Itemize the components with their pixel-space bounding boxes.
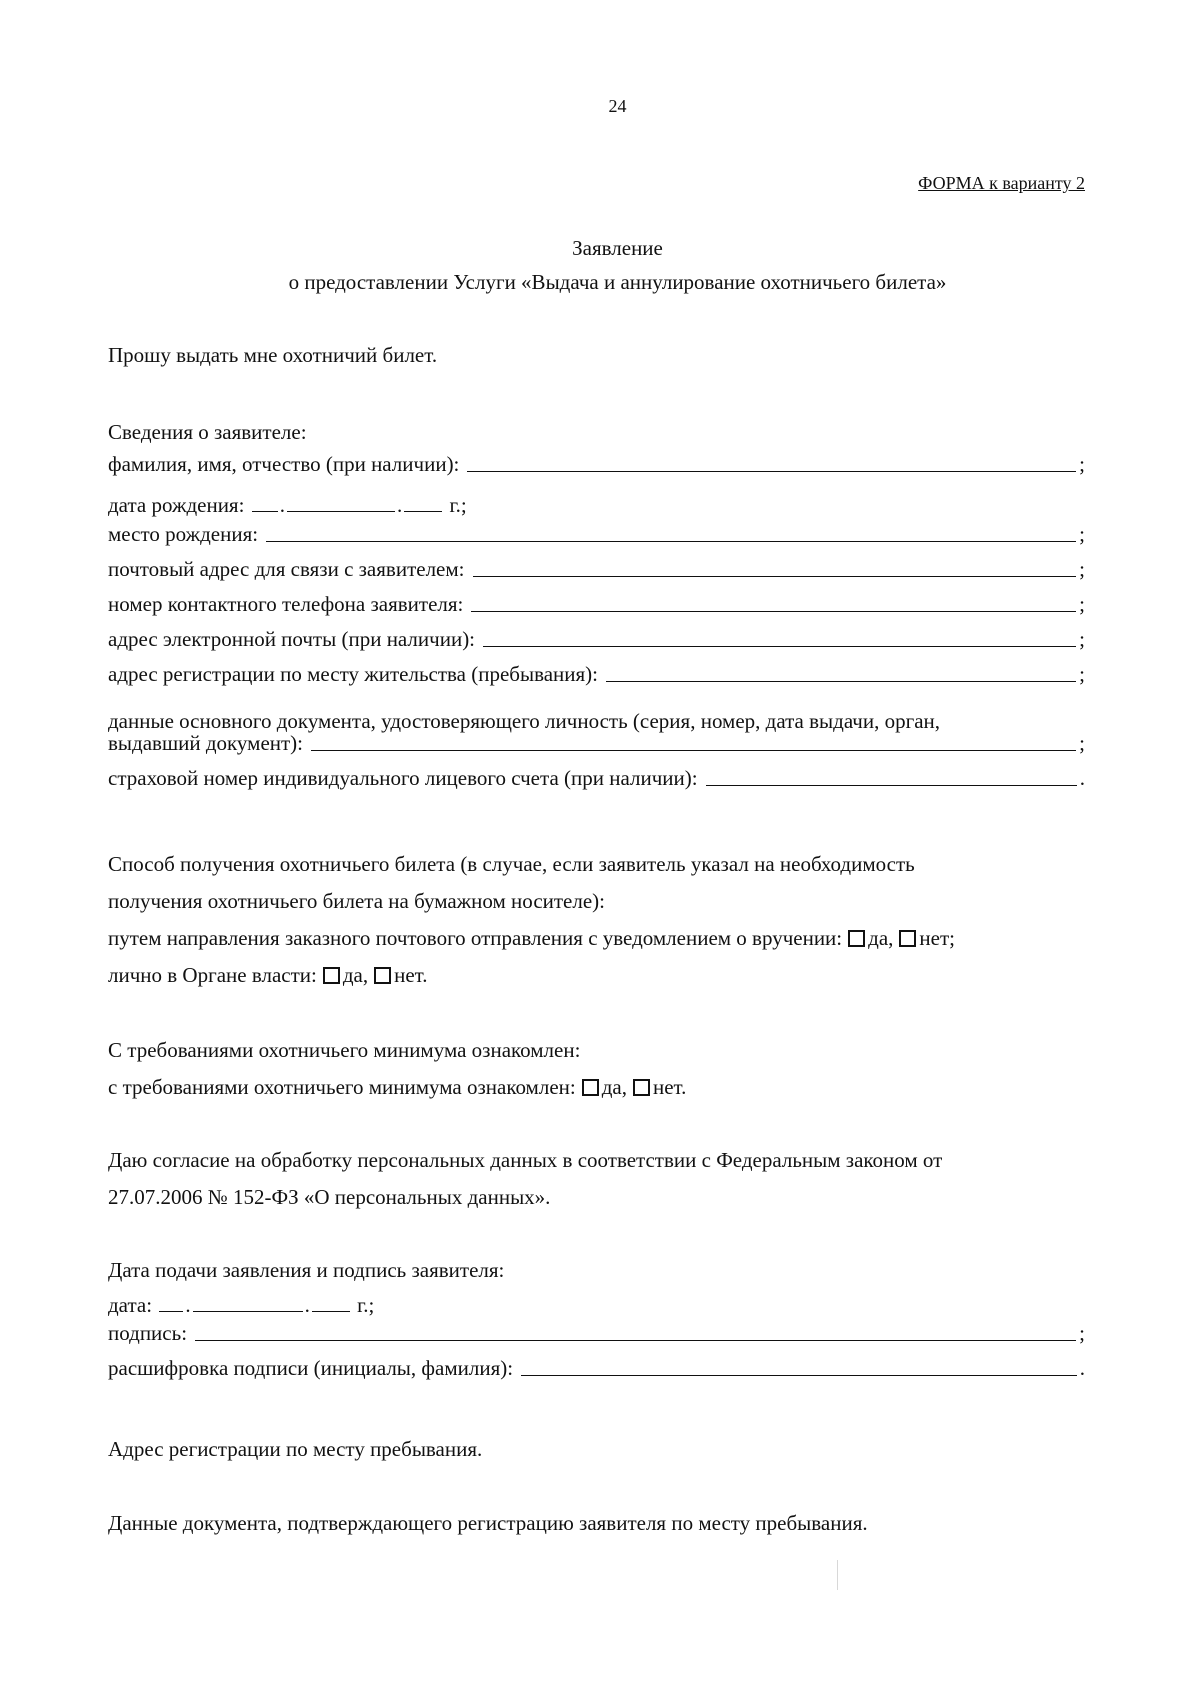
postal-address-field[interactable] [108, 548, 1085, 582]
phone-semicolon: ; [1079, 592, 1085, 616]
fio-input-line[interactable] [467, 470, 1076, 472]
registration-stay-address: Адрес регистрации по месту пребывания. [108, 1437, 483, 1461]
signature-label: подпись: [108, 1321, 188, 1345]
birth-day-input[interactable] [252, 510, 278, 512]
receipt-personal-row [108, 963, 428, 988]
signature-decoding-input-line[interactable] [521, 1374, 1077, 1376]
applicant-heading: Сведения о заявителе: [108, 420, 307, 444]
page-number: 24 [608, 96, 627, 116]
minimum-no-label: нет. [653, 1075, 687, 1099]
identity-doc-field[interactable] [108, 722, 1085, 756]
identity-doc-label-line1: данные основного документа, удостоверяющего личность (серия, номер, дата выдачи, орган, [108, 709, 941, 733]
receipt-personal-yes-checkbox[interactable] [323, 967, 340, 984]
registration-address-input-line[interactable] [606, 680, 1076, 682]
phone-field[interactable] [108, 583, 1085, 617]
snils-period: . [1079, 766, 1085, 790]
minimum-no-checkbox[interactable] [633, 1079, 650, 1096]
birth-place-label: место рождения: [108, 522, 259, 546]
signature-field[interactable] [108, 1312, 1085, 1346]
registration-stay-document: Данные документа, подтверждающего регистрацию заявителя по месту пребывания. [108, 1511, 868, 1535]
identity-doc-semicolon: ; [1079, 731, 1085, 755]
email-label: адрес электронной почты (при наличии): [108, 627, 476, 651]
fio-semicolon: ; [1079, 452, 1085, 476]
receipt-personal-yes-label: да, [342, 963, 369, 987]
phone-label: номер контактного телефона заявителя: [108, 592, 464, 616]
email-semicolon: ; [1079, 627, 1085, 651]
minimum-label: с требованиями охотничьего минимума ознакомлен: [108, 1075, 576, 1099]
identity-doc-label-line2: выдавший документ): [108, 731, 304, 755]
receipt-personal-label: лично в Органе власти: [108, 963, 317, 987]
signature-semicolon: ; [1079, 1321, 1085, 1345]
signature-decoding-period: . [1079, 1356, 1085, 1380]
postal-address-semicolon: ; [1079, 557, 1085, 581]
birth-date-field[interactable]: дата рождения: . . г.; [108, 493, 467, 517]
submission-heading: Дата подачи заявления и подпись заявителя: [108, 1258, 505, 1282]
minimum-heading: С требованиями охотничьего минимума ознакомлен: [108, 1038, 581, 1062]
request-text: Прошу выдать мне охотничий билет. [108, 343, 438, 367]
birth-year-input[interactable] [404, 510, 442, 512]
form-variant-label: ФОРМА к варианту 2 [918, 173, 1085, 193]
receipt-mail-no-label: нет; [919, 926, 955, 950]
birth-place-input-line[interactable] [266, 540, 1076, 542]
scan-artifact [837, 1560, 838, 1590]
signature-decoding-field[interactable] [108, 1347, 1085, 1381]
birth-place-semicolon: ; [1079, 522, 1085, 546]
birth-date-suffix: г.; [449, 493, 467, 517]
snils-field[interactable] [108, 757, 1085, 791]
registration-address-label: адрес регистрации по месту жительства (пребывания): [108, 662, 599, 686]
postal-address-input-line[interactable] [473, 575, 1077, 577]
receipt-personal-no-label: нет. [394, 963, 428, 987]
receipt-mail-yes-checkbox[interactable] [848, 930, 865, 947]
identity-doc-input-line[interactable] [311, 749, 1076, 751]
receipt-mail-row [108, 926, 955, 951]
phone-input-line[interactable] [471, 610, 1076, 612]
snils-label: страховой номер индивидуального лицевого счета (при наличии): [108, 766, 698, 790]
minimum-row [108, 1075, 686, 1100]
consent-line1: Даю согласие на обработку персональных данных в соответствии с Федеральным законом от [108, 1148, 943, 1172]
document-title: Заявление [572, 236, 663, 260]
birth-place-field[interactable] [108, 513, 1085, 547]
signature-input-line[interactable] [195, 1339, 1076, 1341]
postal-address-label: почтовый адрес для связи с заявителем: [108, 557, 465, 581]
receipt-method-line1: Способ получения охотничьего билета (в случае, если заявитель указал на необходимость [108, 852, 915, 876]
fio-field[interactable] [108, 443, 1085, 477]
snils-input-line[interactable] [706, 784, 1077, 786]
document-subtitle: о предоставлении Услуги «Выдача и аннулирование охотничьего билета» [288, 270, 947, 294]
email-input-line[interactable] [483, 645, 1076, 647]
registration-address-semicolon: ; [1079, 662, 1085, 686]
email-field[interactable] [108, 618, 1085, 652]
receipt-mail-no-checkbox[interactable] [899, 930, 916, 947]
birth-date-label: дата рождения: [108, 493, 245, 517]
birth-month-input[interactable] [287, 510, 395, 512]
submission-date-field[interactable]: дата: . . г.; [108, 1293, 375, 1317]
receipt-mail-label: путем направления заказного почтового отправления с уведомлением о вручении: [108, 926, 843, 950]
receipt-method-line2: получения охотничьего билета на бумажном носителе): [108, 889, 606, 913]
receipt-mail-yes-label: да, [868, 926, 894, 950]
submission-date-suffix: г.; [357, 1293, 375, 1317]
submission-date-label: дата: [108, 1293, 153, 1317]
minimum-yes-label: да, [601, 1075, 627, 1099]
registration-address-field[interactable] [108, 653, 1085, 687]
receipt-personal-no-checkbox[interactable] [374, 967, 391, 984]
signature-decoding-label: расшифровка подписи (инициалы, фамилия): [108, 1356, 514, 1380]
minimum-yes-checkbox[interactable] [582, 1079, 599, 1096]
fio-label: фамилия, имя, отчество (при наличии): [108, 452, 460, 476]
consent-line2: 27.07.2006 № 152-ФЗ «О персональных данных». [108, 1185, 551, 1209]
